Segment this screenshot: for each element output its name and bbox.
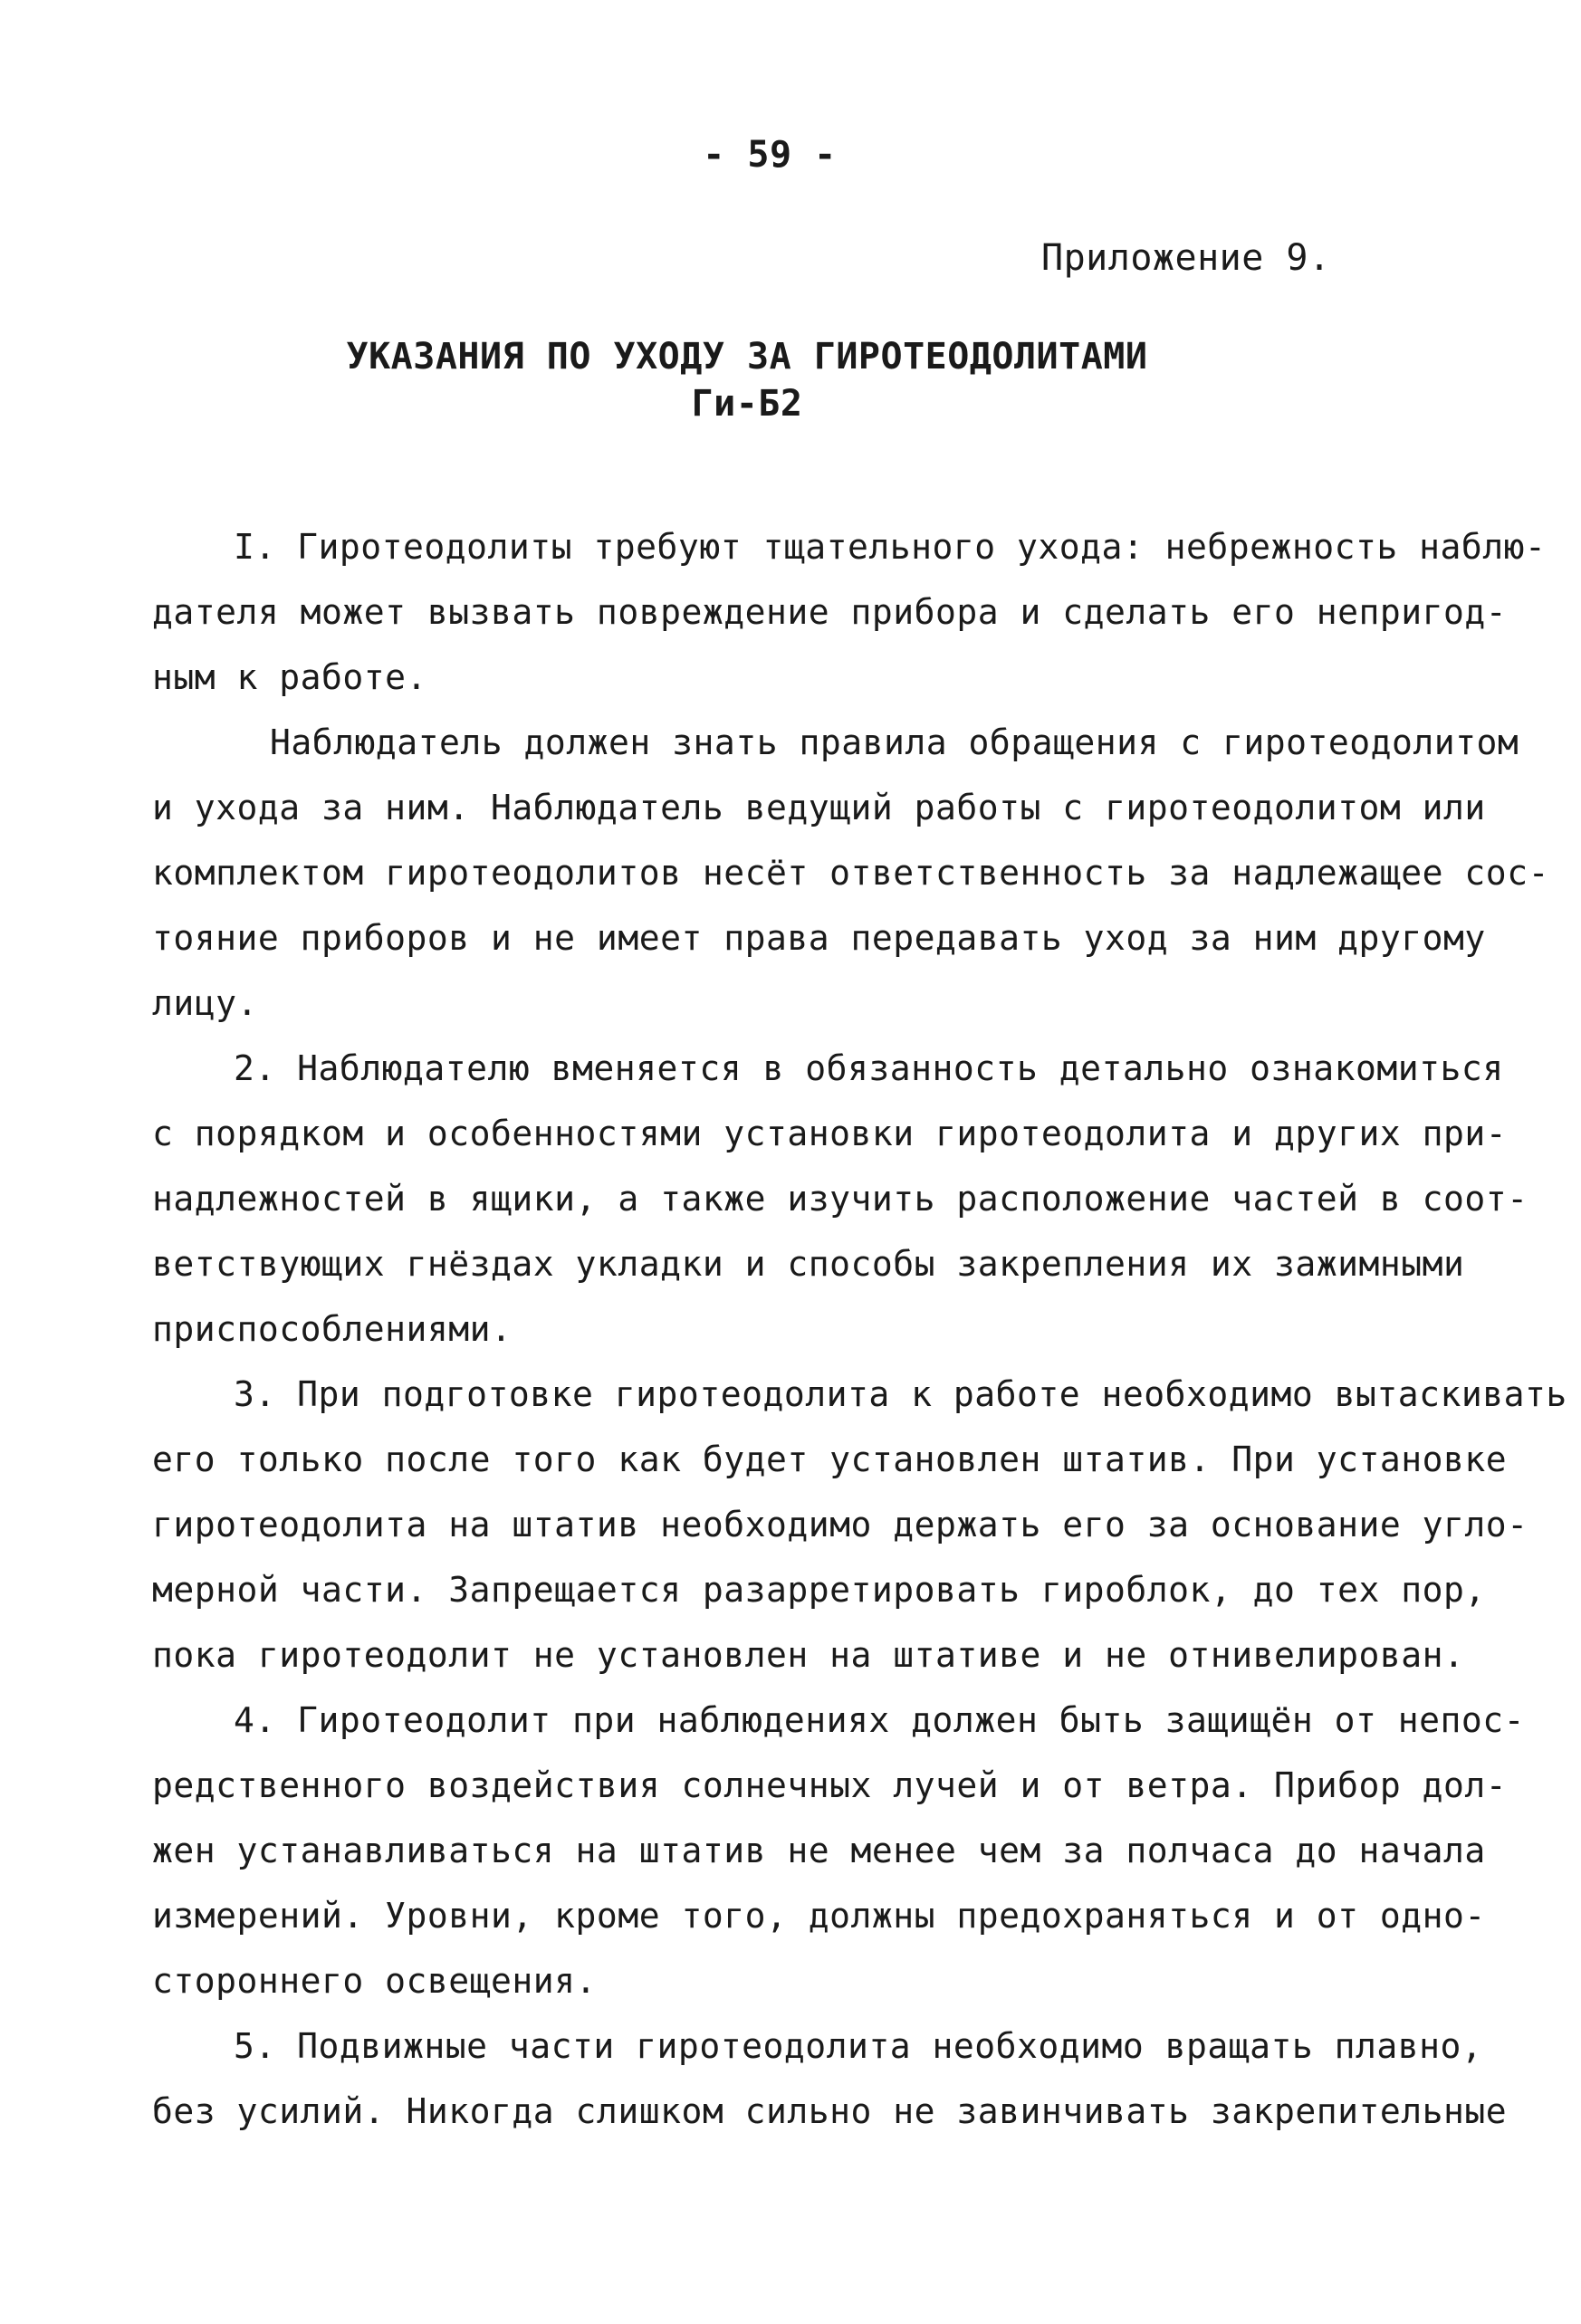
text-line: приспособлениями. <box>152 1309 513 1349</box>
paragraph-1 <box>152 514 1547 710</box>
text-line: редственного воздействия солнечных лучей и от ветра. Прибор дол- <box>152 1765 1508 1805</box>
text-line: гиротеодолита на штатив необходимо держать его за основание угло- <box>152 1505 1528 1545</box>
body-text <box>152 514 1567 2144</box>
text-line: мерной части. Запрещается разарретировать гироблок, до тех пор, <box>152 1570 1486 1610</box>
paragraph-1-continued <box>152 710 1549 1036</box>
appendix-label: Приложение 9. <box>1041 237 1331 279</box>
text-line: 5. Подвижные части гиротеодолита необходимо вращать плавно, <box>234 2026 1483 2066</box>
text-line: надлежностей в ящики, а также изучить расположение частей в соот- <box>152 1179 1528 1219</box>
paragraph-4 <box>152 1688 1526 2013</box>
text-line: ным к работе. <box>152 657 427 697</box>
text-line: 2. Наблюдателю вменяется в обязанность детально ознакомиться <box>234 1048 1504 1088</box>
text-line: 3. При подготовке гиротеодолита к работе необходимо вытаскивать <box>234 1374 1567 1414</box>
paragraph-5 <box>152 2013 1508 2144</box>
text-line: дателя может вызвать повреждение прибора и сделать его непригод- <box>152 592 1508 632</box>
text-line: жен устанавливаться на штатив не менее чем за полчаса до начала <box>152 1831 1486 1870</box>
text-line: стороннего освещения. <box>152 1961 597 2001</box>
paragraph-3 <box>152 1362 1567 1688</box>
title-line-2: Ги-Б2 <box>691 383 803 425</box>
text-line: I. Гиротеодолиты требуют тщательного ухода: небрежность наблю- <box>234 527 1547 567</box>
text-line: лицу. <box>152 983 258 1023</box>
text-line: Наблюдатель должен знать правила обращения с гиротеодолитом <box>270 722 1519 762</box>
document-title <box>0 333 1494 427</box>
paragraph-2 <box>152 1036 1528 1362</box>
text-line: 4. Гиротеодолит при наблюдениях должен быть защищён от непос- <box>234 1700 1526 1740</box>
text-line: с порядком и особенностями установки гиротеодолита и других при- <box>152 1114 1508 1153</box>
title-line-1: УКАЗАНИЯ ПО УХОДУ ЗА ГИРОТЕОДОЛИТАМИ <box>346 336 1148 378</box>
text-line: без усилий. Никогда слишком сильно не завинчивать закрепительные <box>152 2091 1508 2131</box>
text-line: и ухода за ним. Наблюдатель ведущий работы с гиротеодолитом или <box>152 788 1486 827</box>
page-number: - 59 - <box>703 134 837 176</box>
text-line: измерений. Уровни, кроме того, должны предохраняться и от одно- <box>152 1896 1486 1936</box>
text-line: пока гиротеодолит не установлен на штативе и не отнивелирован. <box>152 1635 1465 1675</box>
text-line: комплектом гиротеодолитов несёт ответственность за надлежащее сос- <box>152 853 1549 893</box>
text-line: ветствующих гнёздах укладки и способы закрепления их зажимными <box>152 1244 1465 1284</box>
text-line: тояние приборов и не имеет права передавать уход за ним другому <box>152 918 1486 958</box>
text-line: его только после того как будет установлен штатив. При установке <box>152 1439 1508 1479</box>
